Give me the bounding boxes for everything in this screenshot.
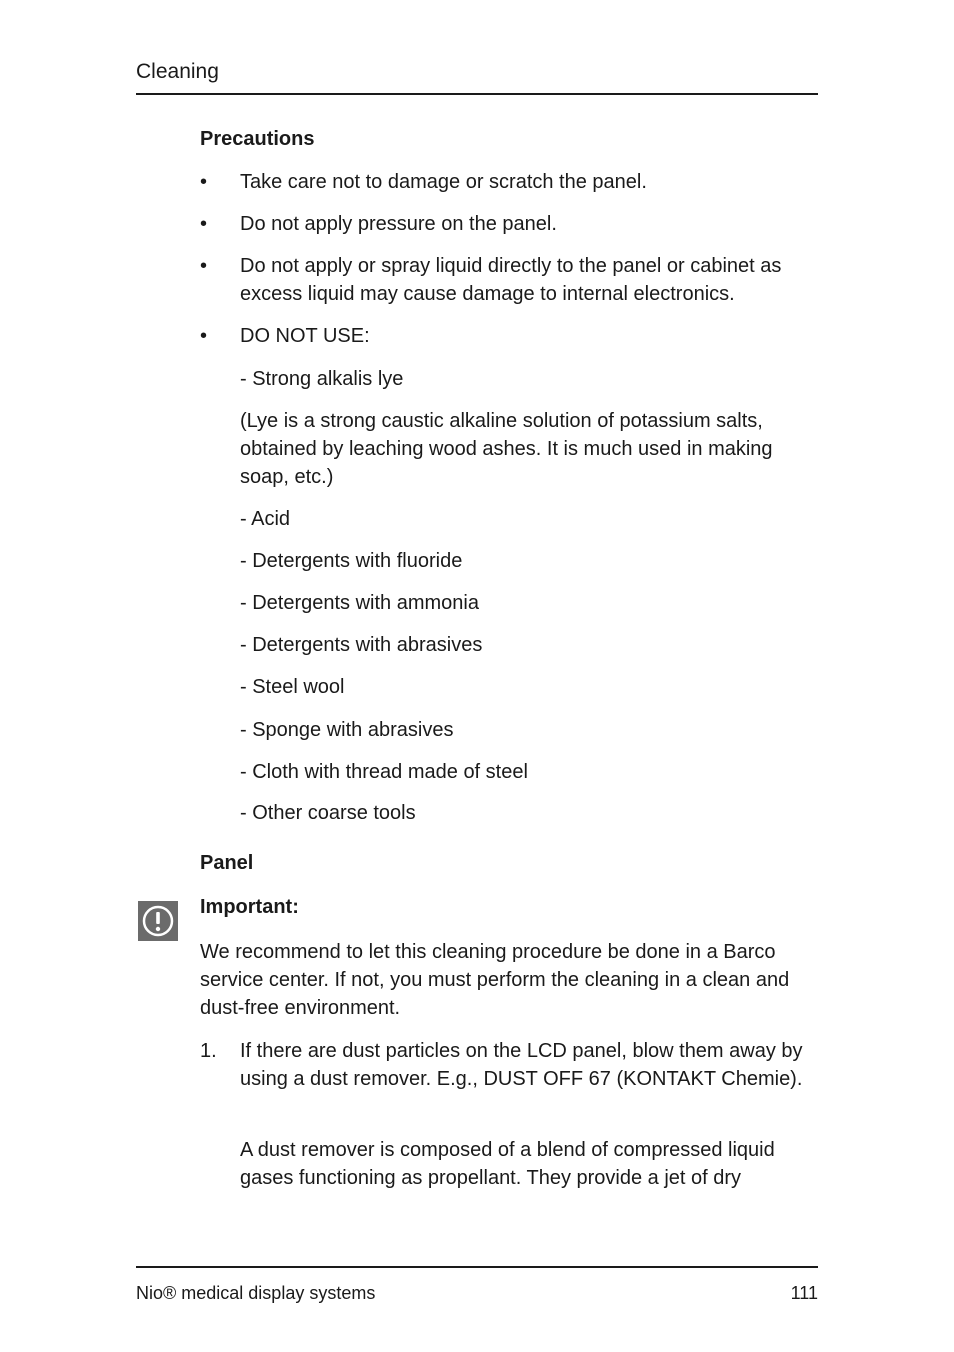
- important-text: We recommend to let this cleaning procedure be done in a Barco service center. If not, you must perform the cleaning in a clean and dust-free environment.: [200, 941, 790, 1019]
- bullet-marker: •: [200, 255, 208, 277]
- exclamation-icon: [138, 901, 178, 941]
- step-number: 1.: [200, 1040, 217, 1062]
- panel-heading: Panel: [200, 852, 254, 874]
- do-not-use-item: - Detergents with fluoride: [240, 550, 463, 572]
- page-header-title: Cleaning: [136, 60, 219, 83]
- do-not-use-item: - Detergents with abrasives: [240, 634, 483, 656]
- precaution-item: Take care not to damage or scratch the panel.: [240, 171, 647, 193]
- step-text: If there are dust particles on the LCD panel, blow them away by using a dust remover. E.g., DUST OFF 67 (KONTAKT Chemie).: [240, 1040, 803, 1090]
- precaution-item: DO NOT USE:: [240, 325, 370, 347]
- do-not-use-item: - Detergents with ammonia: [240, 592, 479, 614]
- footer-product: Nio® medical display systems: [136, 1283, 376, 1303]
- do-not-use-item: - Strong alkalis lye: [240, 368, 404, 390]
- footer-rule: [136, 1266, 818, 1268]
- do-not-use-item: - Steel wool: [240, 676, 345, 698]
- precautions-heading: Precautions: [200, 128, 315, 150]
- bullet-marker: •: [200, 325, 208, 347]
- bullet-marker: •: [200, 213, 208, 235]
- step-note: A dust remover is composed of a blend of compressed liquid gases functioning as propellant. They provide a jet of dry: [240, 1139, 775, 1189]
- do-not-use-item: - Cloth with thread made of steel: [240, 761, 528, 783]
- header-rule: [136, 93, 818, 95]
- important-label: Important:: [200, 896, 299, 918]
- bullet-marker: •: [200, 171, 208, 193]
- lye-note: (Lye is a strong caustic alkaline solution of potassium salts, obtained by leaching wood ashes. It is much used in making soap, etc.): [240, 410, 773, 488]
- do-not-use-item: - Sponge with abrasives: [240, 719, 454, 741]
- do-not-use-item: - Acid: [240, 508, 291, 530]
- do-not-use-item: - Other coarse tools: [240, 802, 416, 824]
- precaution-item: Do not apply or spray liquid directly to the panel or cabinet as excess liquid may cause damage to internal electronics.: [240, 255, 782, 305]
- page-number: 111: [790, 1283, 818, 1303]
- precaution-item: Do not apply pressure on the panel.: [240, 213, 557, 235]
